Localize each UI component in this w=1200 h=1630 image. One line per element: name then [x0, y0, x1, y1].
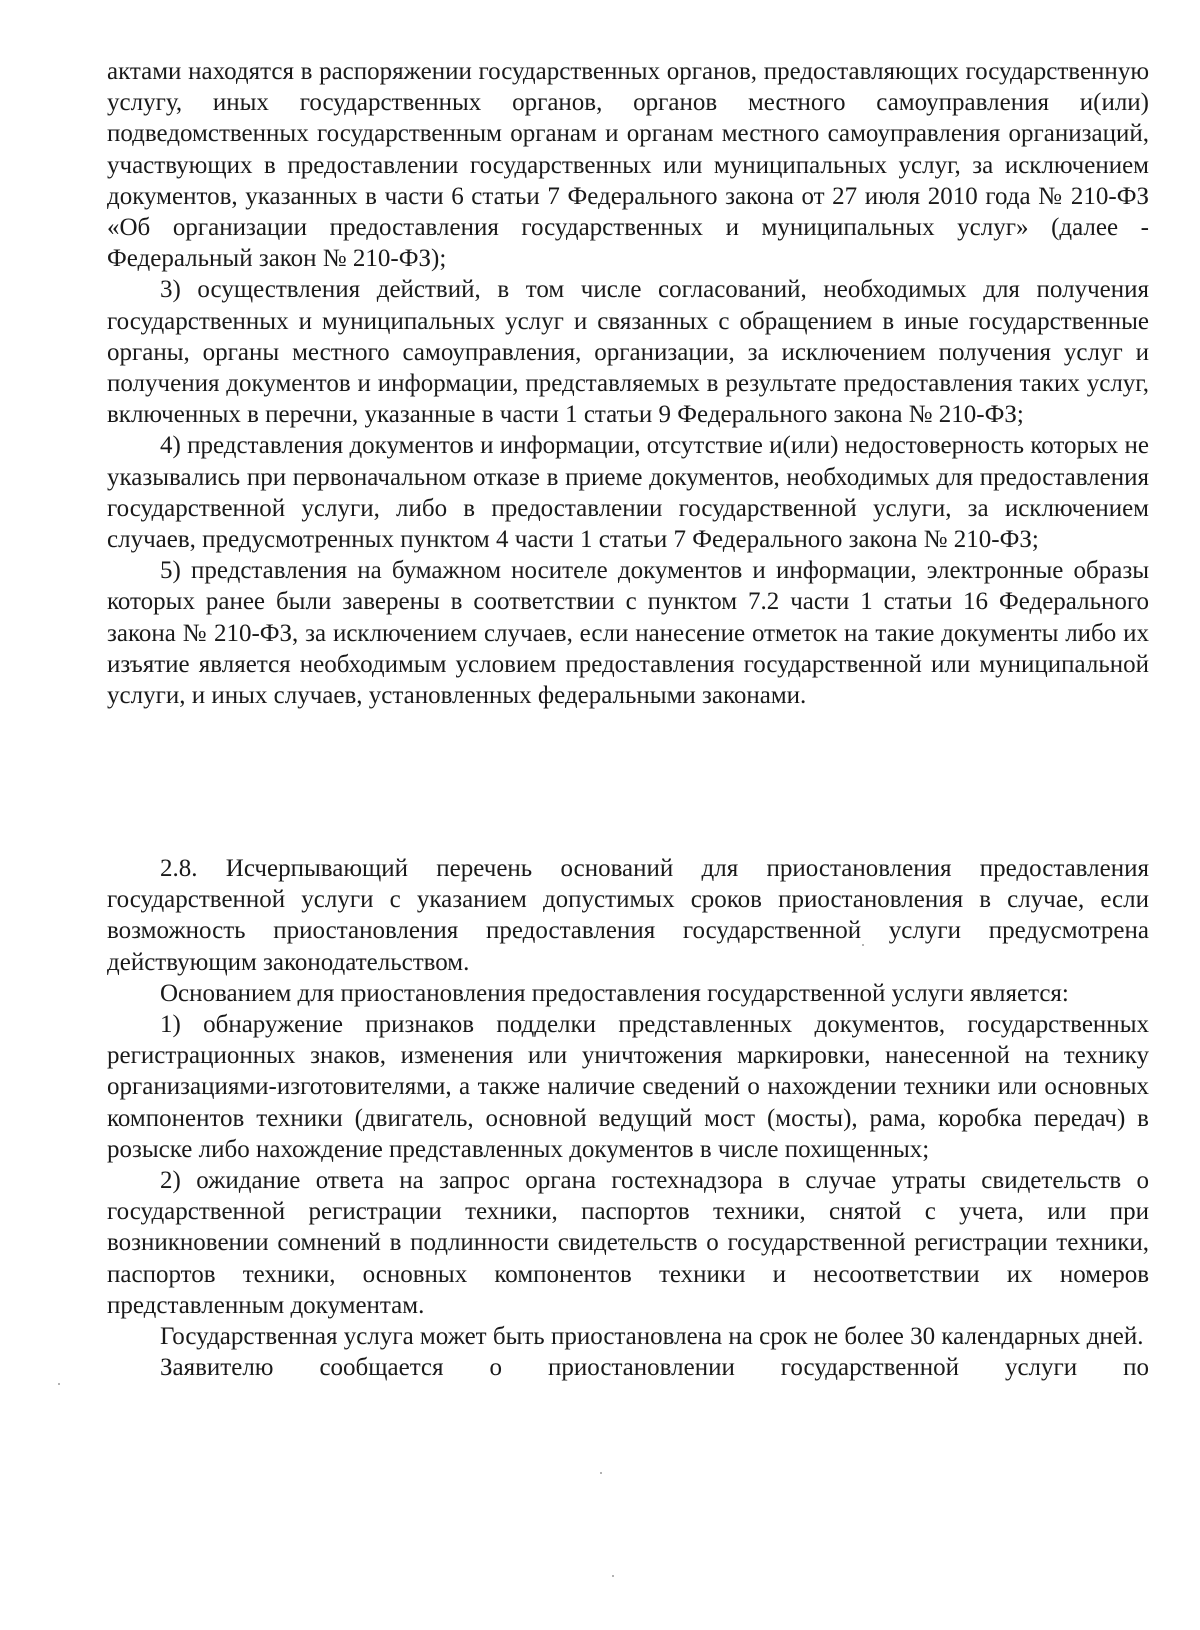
scan-speck [862, 944, 864, 946]
scan-speck [612, 1575, 614, 1577]
section-heading-2-8: 2.8. Исчерпывающий перечень оснований для приостановления предоставления государственной услуги с указанием допустимых сроков приостановления в случае, если возможность приостановления предоставления государственной услуги предусмотрена действующим законодательством. [107, 855, 1149, 976]
paragraph-suspension-term: Государственная услуга может быть приостановлена на срок не более 30 календарных дней. [160, 1323, 1144, 1351]
list-item-2: 2) ожидание ответа на запрос органа гостехнадзора в случае утраты свидетельств о государственной регистрации техники, паспортов техники, снятой с учета, или при возникновении сомнений в подлинности свидетельств о государственной регистрации техники, паспортов техники, основных компонентов техники и несоответствии их номеров представленным документам. [107, 1167, 1149, 1319]
paragraph-applicant-notice: Заявителю сообщается о приостановлении государственной услуги по [160, 1354, 1149, 1382]
text-block-top [107, 56, 1149, 711]
list-item-3: 3) осуществления действий, в том числе согласований, необходимых для получения государственных и муниципальных услуг и связанных с обращением в иные государственные органы, органы местного самоуправления, организации, за исключением получения услуг и получения документов и информации, представляемых в результате предоставления таких услуг, включенных в перечни, указанные в части 1 статьи 9 Федерального закона № 210-ФЗ; [107, 276, 1149, 429]
text-block-section-2-8 [107, 853, 1149, 1383]
scan-speck [600, 1472, 602, 1474]
list-item-5: 5) представления на бумажном носителе документов и информации, электронные образы которых ранее были заверены в соответствии с пунктом 7.2 части 1 статьи 16 Федерального закона № 210-ФЗ, за исключением случаев, если нанесение отметок на такие документы либо их изъятие является необходимым условием предоставления государственной или муниципальной услуги, и иных случаев, установленных федеральными законами. [107, 557, 1149, 710]
paragraph-continuation: актами находятся в распоряжении государственных органов, предоставляющих государственную услугу, иных государственных органов, органов местного самоуправления и(или) подведомственных государственным органам и органам местного самоуправления организаций, участвующих в предоставлении государственных или муниципальных услуг, за исключением документов, указанных в части 6 статьи 7 Федерального закона от 27 июля 2010 года № 210-ФЗ «Об организации предоставления государственных и муниципальных услуг» (далее - Федеральный закон № 210-ФЗ); [107, 58, 1149, 273]
paragraph-grounds-intro: Основанием для приостановления предоставления государственной услуги является: [160, 979, 1069, 1007]
scan-speck [58, 1383, 60, 1385]
list-item-1: 1) обнаружение признаков подделки представленных документов, государственных регистрационных знаков, изменения или уничтожения маркировки, нанесенной на технику организациями-изготовителями, а также наличие сведений о нахождении техники или основных компонентов техники (двигатель, основной ведущий мост (мосты), рама, коробка передач) в розыске либо нахождение представленных документов в числе похищенных; [107, 1011, 1149, 1163]
list-item-4: 4) представления документов и информации, отсутствие и(или) недостоверность которых не указывались при первоначальном отказе в приеме документов, необходимых для предоставления государственной услуги, либо в предоставлении государственной услуги, за исключением случаев, предусмотренных пунктом 4 части 1 статьи 7 Федерального закона № 210-ФЗ; [107, 432, 1149, 554]
